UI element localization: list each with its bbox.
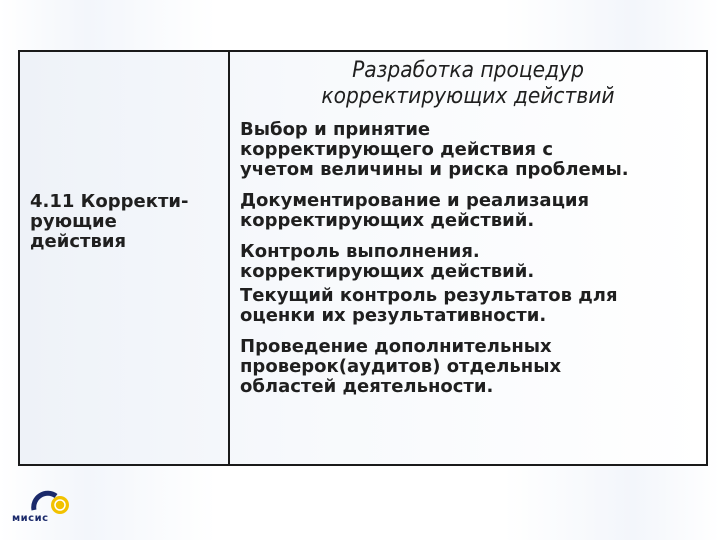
content-table [18,50,708,466]
item-documentation: Документирование и реализация корректирующих действий. [240,190,590,231]
left-column [20,52,230,464]
item-execution-control: Контроль выполнения. корректирующих действий. [240,241,535,282]
logo-text: мисис [12,513,49,524]
item-choice: Выбор и принятие корректирующего действия с учетом величины и риска проблемы. [240,119,629,180]
section-label: 4.11 Корректи- рующие действия [30,191,189,252]
slide-title: Разработка процедур корректирующих действий [321,58,615,109]
right-column [230,52,706,464]
item-current-control: Текущий контроль результатов для оценки их результативности. [240,285,618,326]
misis-logo-icon [12,488,74,516]
item-additional-audits: Проведение дополнительных проверок(аудитов) отдельных областей деятельности. [240,336,562,397]
misis-logo [12,488,74,528]
item-list [240,120,702,408]
